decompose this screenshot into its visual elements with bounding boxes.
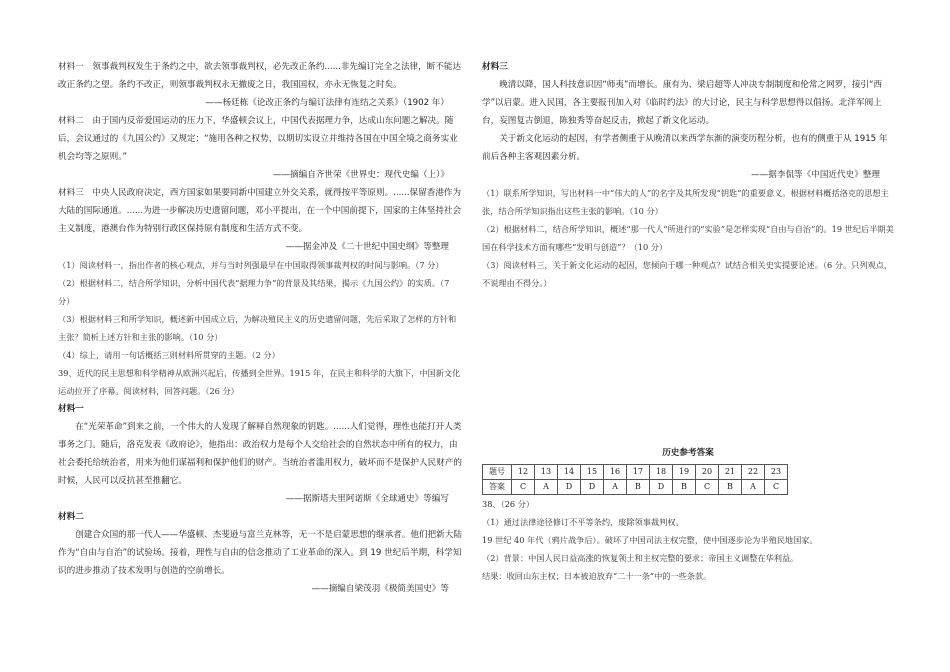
table-cell: 14 <box>558 465 581 480</box>
answer-key-title: 历史参考答案 <box>662 448 714 458</box>
table-cell: B <box>673 480 696 495</box>
material-b3-source: ——据李侃等《中国近代史》整理 <box>751 170 880 180</box>
material-b3-text-2: 关于新文化运动的起因，有学者侧重于从晚清以来西学东渐的演变历程分析，也有的侧重于从 1915 年前后各种主客观因素分析。 <box>482 134 888 162</box>
table-cell: C <box>765 480 788 495</box>
material-3-text: 材料三 中央人民政府决定，西方国家如果要同新中国建立外交关系，就得按平等原则。......保留香港作为大陆的国际通道。......为进一步解决历史遗留问题，邓小平提出，在一个中国前提下，国家的主体坚持社会主义制度，港澳台作为特别行政区保持原有制度和生活方式不变。 <box>58 188 462 234</box>
answer-table <box>482 464 788 495</box>
material-b1-text: 在“光荣革命”到来之前，一个伟大的人发现了解释自然现象的钥匙。......人们觉得，理性也能打开人类事务之门。随后，洛克发表《政府论》，他指出：政治权力是每个人交给社会的自然状态中所有的权力，由社会委托给统治者，用来为他们谋福利和保护他们的财产。当统治者滥用权力，破坏而不是保护人民财产的时候，人民可以反抗甚至推翻它。 <box>58 422 462 486</box>
blank-space <box>482 292 894 440</box>
material-2-source: ——摘编自齐世荣《世界史：现代史编（上）》 <box>272 170 449 180</box>
material-b1-heading: 材料一 <box>58 404 84 414</box>
question-39-1: （1）联系所学知识，写出材料一中“伟大的人”的名字及其所发现“钥匙”的重要意义。根据材料概括洛克的思想主张，结合所学知识指出这些主张的影响。（10 分） <box>482 188 889 216</box>
answer-38-2b: 结果：收回山东主权；日本被迫放弃“二十一条”中的一些条款。 <box>482 571 712 581</box>
table-cell: B <box>627 480 650 495</box>
question-4: （4）综上，请用一句话概括三则材料所贯穿的主题。（2 分） <box>58 350 280 360</box>
question-39-intro: 39、近代的民主思想和科学精神从欧洲兴起后，传播到全世界。1915 年，在民主和科学的大旗下，中国新文化运动拉开了序幕。阅读材料，回答问题。（26 分） <box>58 368 461 396</box>
right-column <box>482 58 894 585</box>
table-cell: 12 <box>512 465 535 480</box>
table-cell: B <box>719 480 742 495</box>
material-b1-source: ——据斯塔夫里阿诺斯《全球通史》等编写 <box>285 494 449 504</box>
table-cell: D <box>650 480 673 495</box>
question-39-2: （2）根据材料二，结合所学知识，概述“那一代人”所进行的“实验”是怎样实现“自由与自治”的。19 世纪后半期美国在科学技术方面有哪些“发明与创造”？（10 分） <box>482 224 894 252</box>
row-label-number: 题号 <box>483 465 512 480</box>
table-cell: A <box>604 480 627 495</box>
material-b2-source: ——摘编自梁茂羽《极简美国史》等 <box>311 584 449 594</box>
table-cell: 16 <box>604 465 627 480</box>
table-cell: 23 <box>765 465 788 480</box>
table-cell: 15 <box>581 465 604 480</box>
table-row-answers <box>483 480 788 495</box>
answer-38-2: （2）背景：中国人民日益高涨的恢复领土和主权完整的要求；帝国主义调整在华利益。 <box>482 553 799 563</box>
table-cell: 20 <box>696 465 719 480</box>
material-b2-text: 创建合众国的那一代人——华盛顿、杰斐逊与富兰克林等，无一不是启蒙思想的继承者。他们把新大陆作为“自由与自治”的试验场。接着，理性与自由的信念推动了工业革命的深入。到 19 世纪后半期，科学知识的进步推动了技术发明与创造的空前增长。 <box>58 530 462 576</box>
material-b2-heading: 材料二 <box>58 512 84 522</box>
table-cell: C <box>696 480 719 495</box>
material-3-source: ——据金冲及《二十世纪中国史纲》等整理 <box>285 242 449 252</box>
left-column <box>58 58 463 598</box>
table-cell: A <box>742 480 765 495</box>
table-cell: D <box>558 480 581 495</box>
table-cell: 22 <box>742 465 765 480</box>
table-cell: 19 <box>673 465 696 480</box>
material-b3-text: 晚清以降，国人科技意识因“师夷”而增长。康有为、梁启超等人冲决专制制度和伦常之网罗，接引“西学”以启蒙。进入民国，各主要报刊加入对《临时约法》的大讨论，民主与科学思想得以倡扬。北洋军阀上台，妄图复古倒退，陈独秀等奋起反击，掀起了新文化运动。 <box>482 80 883 126</box>
table-cell: 13 <box>535 465 558 480</box>
material-b3-heading: 材料三 <box>482 62 508 72</box>
row-label-answer: 答案 <box>483 480 512 495</box>
answer-38-heading: 38、（26 分） <box>482 499 535 509</box>
material-2-text: 材料二 由于国内反帝爱国运动的压力下，华盛顿会议上，中国代表据理力争，达成山东问题之解决。随后，会议通过的《九国公约》又规定：“施用各种之权势，以期切实设立并维持各国在中国全境之商务实业机会均等之原则。” <box>58 116 458 162</box>
table-cell: A <box>535 480 558 495</box>
answer-38-1: （1）通过法律途径修订不平等条约，废除领事裁判权。 <box>482 517 684 527</box>
table-cell: C <box>512 480 535 495</box>
answer-38-1b: 19 世纪 40 年代（鸦片战争后）。破坏了中国司法主权完整，使中国逐步沦为半殖民地国家。 <box>482 535 818 545</box>
material-1-text: 材料一 领事裁判权发生于条约之中，欲去领事裁判权，必先改正条约......非先编订完全之法律，断不能达改正条约之望。条约不改正，则领事裁判权永无撤废之日，我国国权，亦永无恢复之时矣。 <box>58 62 462 90</box>
question-1: （1）阅读材料一，指出作者的核心观点，并与当时列强最早在中国取得领事裁判权的时间与影响。（7 分） <box>58 260 444 270</box>
table-cell: D <box>581 480 604 495</box>
question-39-3: （3）阅读材料三，关于新文化运动的起因，您倾向于哪一种观点？试结合相关史实提要论述。（6 分。只列观点，不说理由不得分。） <box>482 260 893 288</box>
material-1-source: ——杨廷栋《论改正条约与编订法律有连结之关系》（1902 年） <box>205 98 449 108</box>
table-cell: 18 <box>650 465 673 480</box>
table-cell: 21 <box>719 465 742 480</box>
table-row-numbers <box>483 465 788 480</box>
question-3: （3）根据材料三和所学知识，概述新中国成立后，为解决殖民主义的历史遗留问题，先后采取了怎样的方针和主张？简析上述方针和主张的影响。（10 分） <box>58 314 457 342</box>
question-2: （2）根据材料二，结合所学知识，分析中国代表“据理力争”的背景及其结果，揭示《九国公约》的实质。（7 分） <box>58 278 450 306</box>
table-cell: 17 <box>627 465 650 480</box>
